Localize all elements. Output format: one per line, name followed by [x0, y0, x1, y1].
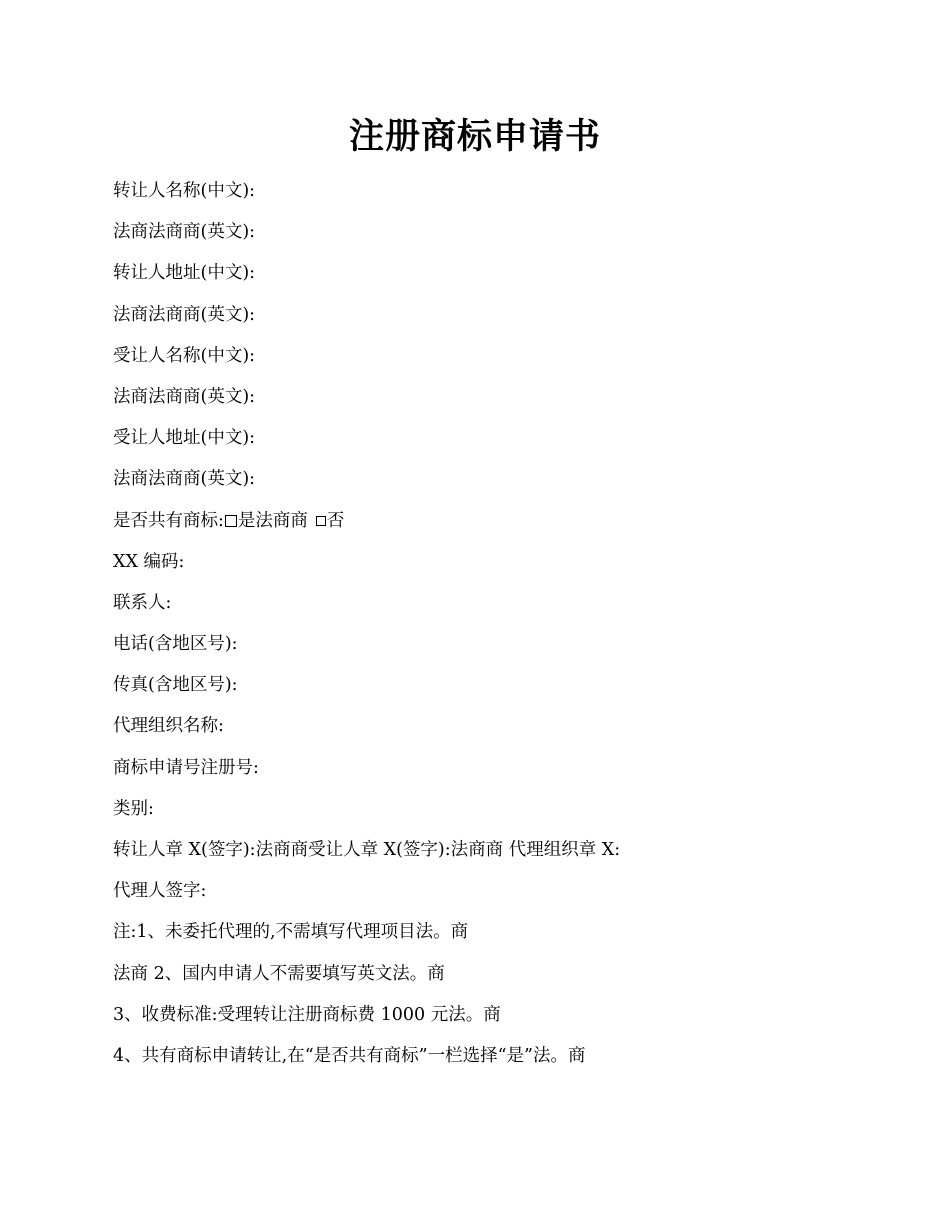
field-agent-signature: 代理人签字:	[113, 881, 207, 902]
field-transferor-name-cn: 转让人名称(中文):	[113, 181, 256, 201]
field-agency-name: 代理组织名称:	[113, 716, 224, 737]
field-contact: 联系人:	[113, 592, 172, 613]
field-transferee-name-en: 法商法商商(英文):	[113, 386, 256, 407]
shared-mark-no-label: 否	[326, 510, 345, 531]
shared-mark-yes-checkbox[interactable]	[225, 515, 237, 527]
note-2: 法商 2、国内申请人不需要填写英文法。商	[113, 963, 445, 984]
field-code: XX 编码:	[113, 551, 185, 572]
field-application-number: 商标申请号注册号:	[113, 757, 259, 778]
note-4: 4、共有商标申请转让,在“是否共有商标”一栏选择“是”法。商	[113, 1045, 586, 1066]
shared-mark-no-checkbox[interactable]	[316, 516, 326, 526]
field-fax: 传真(含地区号):	[113, 675, 238, 696]
field-transferee-address-cn: 受让人地址(中文):	[113, 428, 256, 449]
field-shared-mark	[113, 506, 873, 547]
note-1: 注:1、未委托代理的,不需填写代理项目法。商	[113, 922, 469, 943]
field-transferor-address-cn: 转让人地址(中文):	[113, 263, 256, 284]
note-3: 3、收费标准:受理转让注册商标费 1000 元法。商	[113, 1004, 501, 1025]
shared-mark-yes-label: 是法商商	[237, 510, 308, 531]
field-category: 类别:	[113, 798, 154, 819]
field-transferee-name-cn: 受让人名称(中文):	[113, 345, 256, 366]
shared-mark-label: 是否共有商标:	[113, 510, 224, 531]
field-phone: 电话(含地区号):	[113, 634, 238, 655]
form-lines	[113, 176, 873, 1082]
field-transferee-address-en: 法商法商商(英文):	[113, 469, 256, 490]
field-transferor-address-en: 法商法商商(英文):	[113, 304, 256, 325]
document-title: 注册商标申请书	[348, 116, 601, 157]
field-signatures: 转让人章 X(签字):法商商受让人章 X(签字):法商商 代理组织章 X:	[113, 840, 621, 860]
field-transferor-name-en: 法商法商商(英文):	[113, 222, 256, 243]
